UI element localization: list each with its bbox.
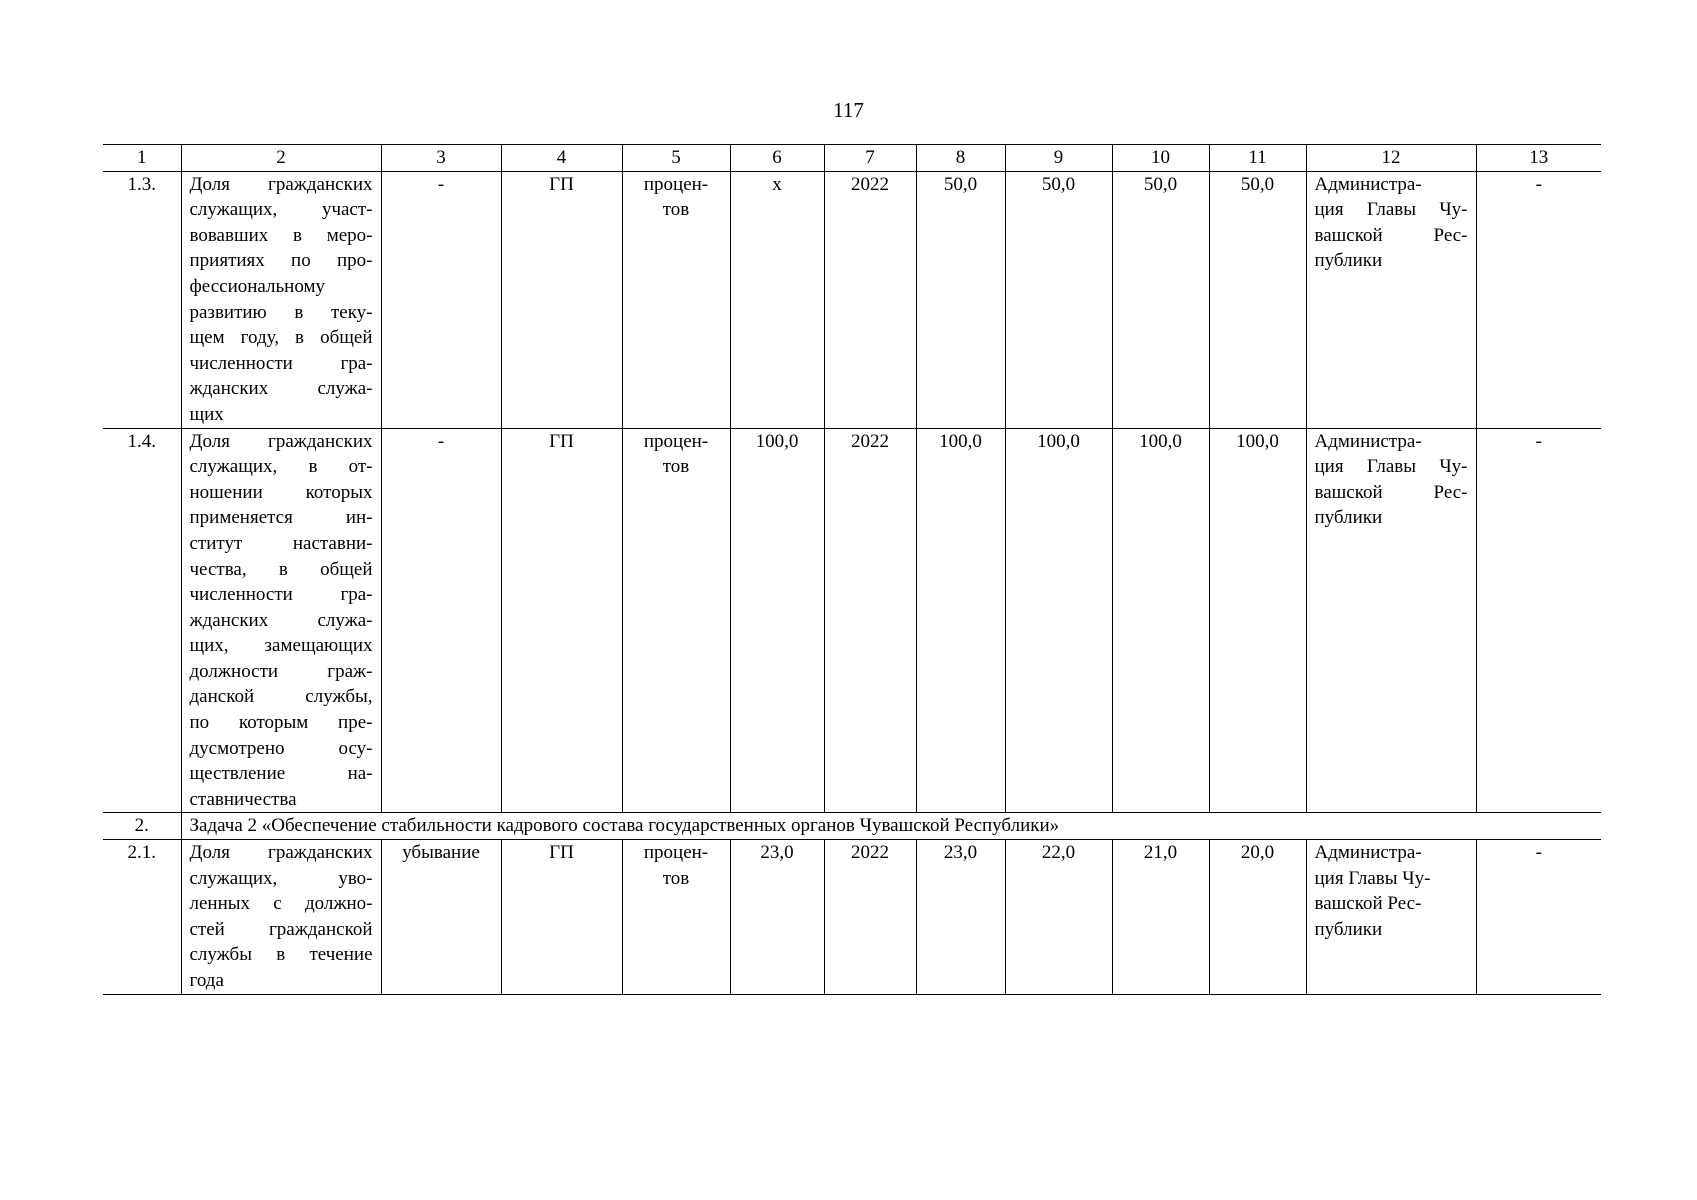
text-line: Администра- <box>1314 430 1422 452</box>
text-line: чества, в общей <box>189 558 373 580</box>
table-row <box>103 428 1601 813</box>
text-line: вашской Рес- <box>1314 224 1468 246</box>
column-number: 4 <box>501 145 622 172</box>
text-line: вашской Рес- <box>1314 893 1422 915</box>
column-number: 10 <box>1112 145 1209 172</box>
text-line: публики <box>1314 918 1383 940</box>
source-cell: ГП <box>501 840 622 995</box>
column-number: 1 <box>103 145 181 172</box>
value-cell: 20,0 <box>1209 840 1306 995</box>
value-cell: 100,0 <box>1209 428 1306 813</box>
note-cell: - <box>1476 171 1601 428</box>
text-line: фессиональному <box>189 275 325 297</box>
text-line: Администра- <box>1314 842 1422 864</box>
trend-cell: - <box>381 171 501 428</box>
text-line: жданских служа- <box>189 609 373 631</box>
text-line: щем году, в общей <box>189 327 373 349</box>
value-cell: 23,0 <box>730 840 824 995</box>
text-line: ленных с должно- <box>189 893 373 915</box>
value-cell: 50,0 <box>1005 171 1112 428</box>
source-cell: ГП <box>501 428 622 813</box>
row-number: 1.3. <box>103 171 181 428</box>
value-cell: х <box>730 171 824 428</box>
text-line: дусмотрено осу- <box>189 737 373 759</box>
column-number: 11 <box>1209 145 1306 172</box>
task-row <box>103 813 1601 840</box>
text-line: данской службы, <box>189 686 373 708</box>
text-line: по которым пре- <box>189 712 373 734</box>
column-number: 3 <box>381 145 501 172</box>
value-cell: 22,0 <box>1005 840 1112 995</box>
text-line: служащих, в от- <box>189 456 373 478</box>
text-line: процен- <box>643 842 709 864</box>
text-line: щих, замещающих <box>189 635 373 657</box>
table-row <box>103 171 1601 428</box>
text-line: публики <box>1314 250 1383 272</box>
text-line: жданских служа- <box>189 378 373 400</box>
value-cell: 100,0 <box>916 428 1005 813</box>
text-line: приятиях по про- <box>189 250 373 272</box>
text-line: вовавших в меро- <box>189 224 373 246</box>
value-cell: 100,0 <box>1112 428 1209 813</box>
responsible-org <box>1306 840 1476 995</box>
text-line: должности граж- <box>189 660 373 682</box>
unit-cell <box>622 840 730 995</box>
column-number: 7 <box>824 145 916 172</box>
column-number: 9 <box>1005 145 1112 172</box>
column-number: 6 <box>730 145 824 172</box>
text-line: Доля гражданских <box>189 842 373 864</box>
value-cell: 21,0 <box>1112 840 1209 995</box>
row-number: 2.1. <box>103 840 181 995</box>
text-line: щих <box>189 403 224 425</box>
text-line: Доля гражданских <box>189 173 373 195</box>
indicator-name <box>181 428 381 813</box>
responsible-org <box>1306 171 1476 428</box>
text-line: ция Главы Чу- <box>1314 456 1468 478</box>
text-line: года <box>189 970 224 991</box>
indicator-name <box>181 840 381 995</box>
text-line: ставничества <box>189 788 297 810</box>
text-line: служащих, уво- <box>189 867 373 889</box>
column-number: 8 <box>916 145 1005 172</box>
text-line: стей гражданской <box>189 918 373 940</box>
year-cell: 2022 <box>824 428 916 813</box>
table-row <box>103 840 1601 995</box>
trend-cell: - <box>381 428 501 813</box>
value-cell: 50,0 <box>1112 171 1209 428</box>
text-line: развитию в теку- <box>189 301 373 323</box>
text-line: службы в течение <box>189 944 373 966</box>
text-line: ция Главы Чу- <box>1314 867 1431 889</box>
year-cell: 2022 <box>824 171 916 428</box>
unit-cell <box>622 428 730 813</box>
text-line: Администра- <box>1314 173 1422 195</box>
row-number: 1.4. <box>103 428 181 813</box>
text-line: служащих, участ- <box>189 199 373 221</box>
text-line: тов <box>662 867 690 889</box>
column-number: 13 <box>1476 145 1601 172</box>
text-line: вашской Рес- <box>1314 481 1468 503</box>
source-cell: ГП <box>501 171 622 428</box>
text-line: численности гра- <box>189 584 373 606</box>
text-line: процен- <box>643 430 709 452</box>
indicator-name <box>181 171 381 428</box>
task-number: 2. <box>103 813 181 840</box>
unit-cell <box>622 171 730 428</box>
text-line: ношении которых <box>189 481 373 503</box>
column-number: 2 <box>181 145 381 172</box>
year-cell: 2022 <box>824 840 916 995</box>
task-title: Задача 2 «Обеспечение стабильности кадрового состава государственных органов Чувашской Республики» <box>181 813 1601 840</box>
text-line: ция Главы Чу- <box>1314 199 1468 221</box>
text-line: тов <box>662 199 690 221</box>
note-cell: - <box>1476 428 1601 813</box>
column-number: 5 <box>622 145 730 172</box>
text-line: тов <box>662 456 690 478</box>
text-line: применяется ин- <box>189 507 373 529</box>
value-cell: 50,0 <box>1209 171 1306 428</box>
text-line: ститут наставни- <box>189 532 373 554</box>
indicators-table <box>103 144 1601 995</box>
note-cell: - <box>1476 840 1601 995</box>
text-line: численности гра- <box>189 352 373 374</box>
table-header-row <box>103 145 1601 172</box>
text-line: Доля гражданских <box>189 430 373 452</box>
trend-cell: убывание <box>381 840 501 995</box>
text-line: процен- <box>643 173 709 195</box>
column-number: 12 <box>1306 145 1476 172</box>
value-cell: 100,0 <box>1005 428 1112 813</box>
responsible-org <box>1306 428 1476 813</box>
value-cell: 100,0 <box>730 428 824 813</box>
value-cell: 23,0 <box>916 840 1005 995</box>
page-number: 117 <box>833 98 864 122</box>
value-cell: 50,0 <box>916 171 1005 428</box>
text-line: публики <box>1314 507 1383 529</box>
text-line: ществление на- <box>189 763 373 785</box>
